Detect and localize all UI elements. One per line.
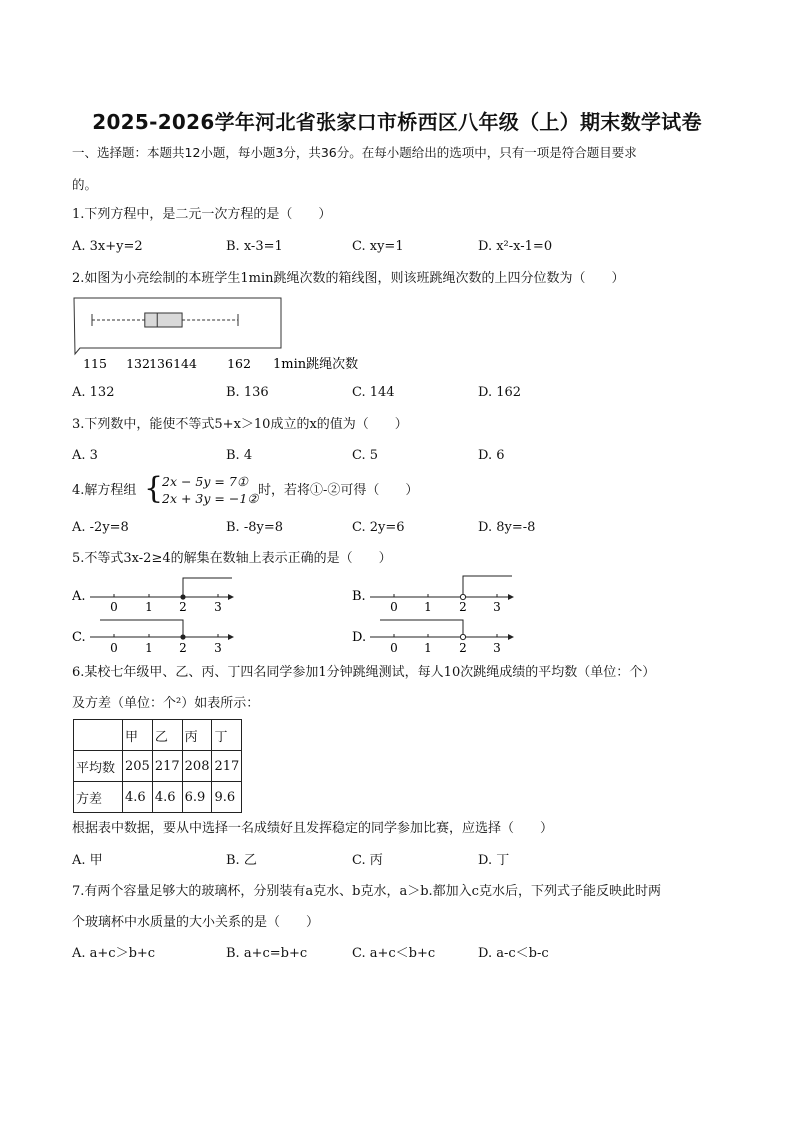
ray-a — [183, 578, 232, 597]
table-cell: 217 — [152, 751, 182, 782]
svg-text:0: 0 — [390, 600, 398, 614]
axis-a-arrow — [228, 594, 234, 600]
svg-text:0: 0 — [110, 600, 118, 614]
ray-b — [463, 576, 512, 595]
question-7-stem-cont: 个玻璃杯中水质量的大小关系的是（ ） — [72, 915, 320, 930]
point-b-open — [460, 594, 465, 599]
q3-option-b: B. 4 — [226, 448, 253, 463]
tick-132: 132 — [126, 356, 150, 371]
tick-144: 144 — [173, 356, 197, 371]
q6-option-c: C. 丙 — [352, 853, 383, 868]
table-cell: 9.6 — [212, 782, 242, 813]
q3-option-a: A. 3 — [72, 448, 98, 463]
ray-c — [100, 620, 183, 637]
section-heading: 一、选择题：本题共12小题，每小题3分，共36分。在每小题给出的选项中，只有一项是符合题目要求 — [72, 145, 637, 160]
page-title: 2025-2026学年河北省张家口市桥西区八年级（上）期末数学试卷 — [92, 110, 702, 134]
q2-option-b: B. 136 — [226, 385, 269, 400]
boxplot-box — [145, 313, 182, 327]
tick-136: 136 — [149, 356, 173, 371]
svg-text:1: 1 — [145, 600, 153, 614]
table-header-row — [74, 720, 242, 751]
axis-c-arrow — [228, 634, 234, 640]
q7-option-c: C. a+c＜b+c — [352, 946, 436, 961]
option-c-label: C. — [72, 630, 86, 645]
tick-115: 115 — [83, 356, 107, 371]
equation-brace: { — [144, 471, 164, 506]
table-header: 丁 — [212, 720, 242, 751]
q4-option-c: C. 2y=6 — [352, 520, 405, 535]
q3-option-c: C. 5 — [352, 448, 379, 463]
svg-text:1: 1 — [145, 641, 153, 655]
q7-option-a: A. a+c＞b+c — [72, 946, 156, 961]
table-cell: 4.6 — [123, 782, 153, 813]
table-cell: 方差 — [74, 782, 123, 813]
table-cell: 208 — [182, 751, 212, 782]
equation-2: 2x + 3y = −1② — [162, 491, 259, 506]
svg-text:1: 1 — [424, 600, 432, 614]
point-d-open — [460, 634, 465, 639]
table-cell: 平均数 — [74, 751, 123, 782]
q7-option-b: B. a+c=b+c — [226, 946, 308, 961]
boxplot-figure — [72, 296, 372, 380]
q4-option-b: B. -8y=8 — [226, 520, 283, 535]
q6-option-b: B. 乙 — [226, 853, 257, 868]
svg-text:2: 2 — [459, 600, 467, 614]
option-d-label: D. — [352, 630, 367, 645]
question-4-stem: 4.解方程组 — [72, 483, 137, 498]
q4-option-d: D. 8y=-8 — [478, 520, 536, 535]
svg-text:2: 2 — [179, 641, 187, 655]
table-header: 甲 — [123, 720, 153, 751]
q6-option-d: D. 丁 — [478, 853, 510, 868]
axis-label: 1min跳绳次数 — [273, 357, 359, 372]
point-c-solid — [180, 634, 185, 639]
question-6-stem-end: 根据表中数据，要从中选择一名成绩好且发挥稳定的同学参加比赛，应选择（ ） — [72, 821, 554, 836]
question-6-stem: 6.某校七年级甲、乙、丙、丁四名同学参加1分钟跳绳测试，每人10次跳绳成绩的平均数（单位：个） — [72, 665, 656, 680]
axis-b-arrow — [508, 594, 514, 600]
svg-text:2: 2 — [179, 600, 187, 614]
question-1-stem: 1.下列方程中，是二元一次方程的是（ ） — [72, 207, 332, 222]
svg-text:3: 3 — [214, 641, 222, 655]
question-4-stem-cont: 时，若将①-②可得（ ） — [258, 483, 419, 498]
table-cell: 205 — [123, 751, 153, 782]
q3-option-d: D. 6 — [478, 448, 505, 463]
ray-d — [380, 620, 463, 635]
q2-option-a: A. 132 — [72, 385, 115, 400]
svg-text:2: 2 — [459, 641, 467, 655]
svg-text:1: 1 — [424, 641, 432, 655]
option-b-label: B. — [352, 589, 366, 604]
svg-text:0: 0 — [390, 641, 398, 655]
question-2-stem: 2.如图为小亮绘制的本班学生1min跳绳次数的箱线图，则该班跳绳次数的上四分位数为（ ） — [72, 271, 625, 286]
table-cell: 6.9 — [182, 782, 212, 813]
question-3-stem: 3.下列数中，能使不等式5+x＞10成立的x的值为（ ） — [72, 417, 408, 432]
question-6-stem-cont: 及方差（单位：个²）如表所示： — [72, 696, 260, 711]
table-header: 乙 — [152, 720, 182, 751]
svg-text:3: 3 — [214, 600, 222, 614]
tick-162: 162 — [227, 356, 251, 371]
q2-option-c: C. 144 — [352, 385, 395, 400]
axis-d-arrow — [508, 634, 514, 640]
table-cell: 4.6 — [152, 782, 182, 813]
table-row — [74, 782, 242, 813]
svg-text:0: 0 — [110, 641, 118, 655]
q1-option-d: D. x²-x-1=0 — [478, 239, 553, 254]
question-5-stem: 5.不等式3x-2≥4的解集在数轴上表示正确的是（ ） — [72, 551, 392, 566]
number-lines-figure — [72, 575, 532, 659]
question-7-stem: 7.有两个容量足够大的玻璃杯，分别装有a克水、b克水，a＞b.都加入c克水后，下列式子能反映此时两 — [72, 884, 661, 899]
data-table — [73, 719, 242, 813]
q1-option-b: B. x-3=1 — [226, 239, 283, 254]
svg-text:3: 3 — [493, 641, 501, 655]
table-header: 丙 — [182, 720, 212, 751]
svg-text:3: 3 — [493, 600, 501, 614]
table-cell: 217 — [212, 751, 242, 782]
option-a-label: A. — [72, 589, 86, 604]
table-row — [74, 751, 242, 782]
q7-option-d: D. a-c＜b-c — [478, 946, 549, 961]
q4-option-a: A. -2y=8 — [72, 520, 129, 535]
section-heading-cont: 的。 — [72, 177, 98, 192]
table-cell — [74, 720, 123, 751]
equation-1: 2x − 5y = 7① — [162, 474, 249, 489]
q1-option-c: C. xy=1 — [352, 239, 404, 254]
q6-option-a: A. 甲 — [72, 853, 103, 868]
q1-option-a: A. 3x+y=2 — [72, 239, 143, 254]
point-a-solid — [180, 594, 185, 599]
q2-option-d: D. 162 — [478, 385, 522, 400]
